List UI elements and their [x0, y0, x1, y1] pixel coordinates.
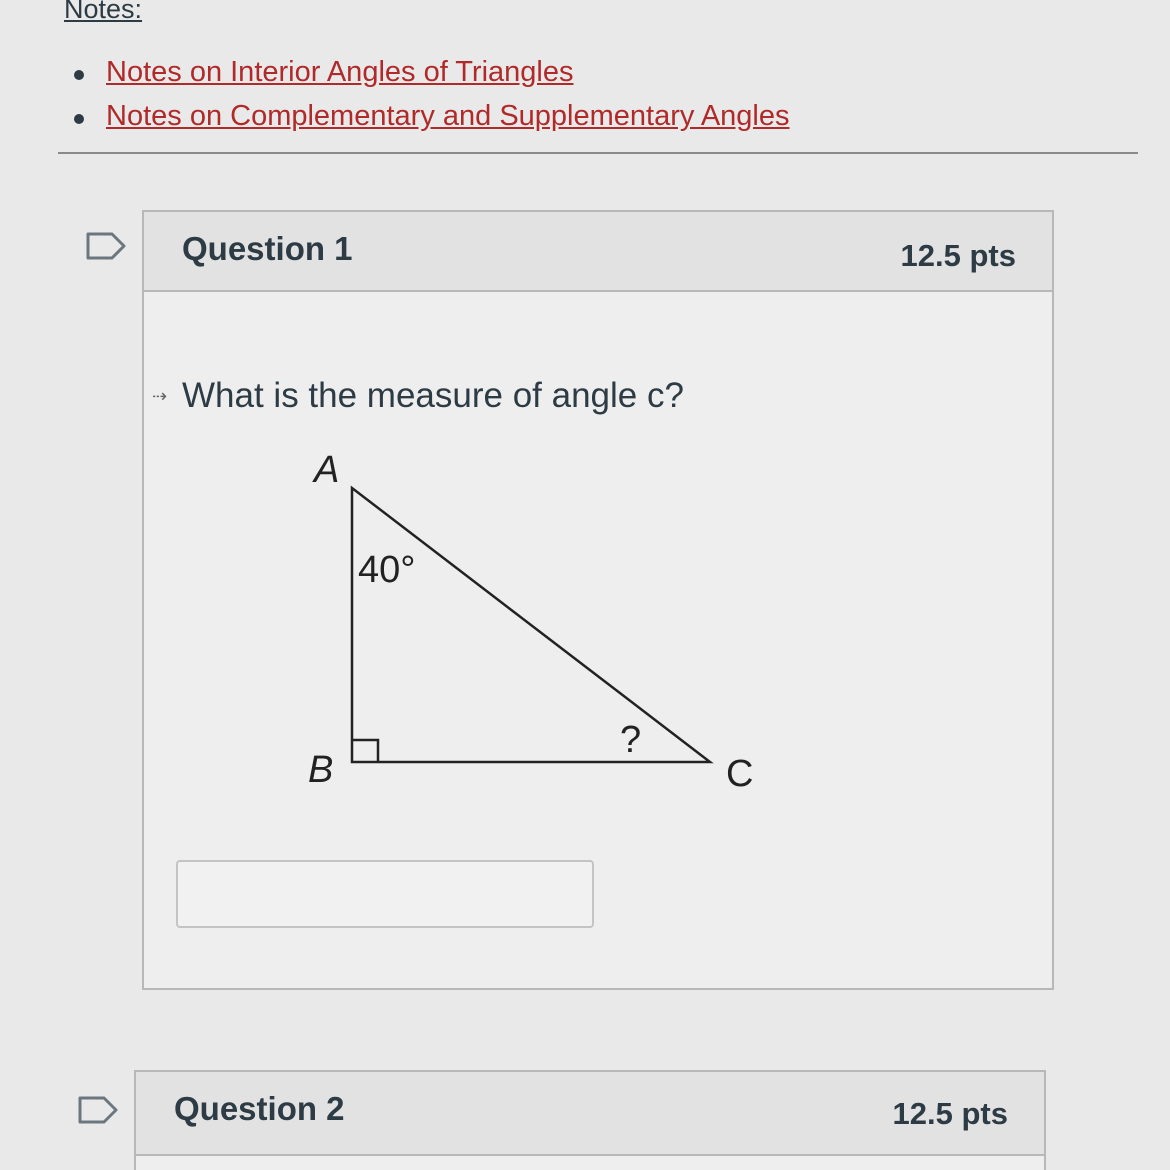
angle-c-label: ? — [620, 719, 642, 761]
arrow-icon: ⇢ — [152, 386, 168, 406]
question-header — [144, 212, 1052, 292]
list-item — [62, 56, 790, 100]
question-title: Question 2 — [174, 1090, 345, 1127]
link-complementary-supplementary[interactable]: Notes on Complementary and Supplementary Angles — [106, 100, 790, 132]
divider — [58, 152, 1138, 154]
vertex-label-c: C — [726, 753, 754, 795]
question-points: 12.5 pts — [900, 238, 1016, 273]
list-item — [62, 100, 790, 144]
notes-heading: Notes: — [64, 0, 143, 24]
notes-list — [62, 56, 790, 144]
angle-a-label: 40° — [358, 549, 416, 591]
flag-icon[interactable] — [78, 1096, 118, 1124]
question-card-2 — [134, 1070, 1046, 1170]
right-angle-marker-icon — [352, 740, 378, 762]
vertex-label-b: B — [308, 749, 334, 791]
flag-icon[interactable] — [86, 232, 126, 260]
question-points: 12.5 pts — [892, 1096, 1008, 1131]
question-header — [136, 1072, 1044, 1156]
bullet-icon — [74, 114, 84, 124]
triangle — [352, 488, 710, 762]
question-text: What is the measure of angle c? — [182, 376, 684, 415]
link-interior-angles[interactable]: Notes on Interior Angles of Triangles — [106, 56, 574, 88]
triangle-diagram — [290, 440, 790, 800]
question-title: Question 1 — [182, 230, 353, 267]
bullet-icon — [74, 70, 84, 80]
answer-input[interactable] — [176, 860, 594, 928]
vertex-label-a: A — [314, 449, 340, 491]
